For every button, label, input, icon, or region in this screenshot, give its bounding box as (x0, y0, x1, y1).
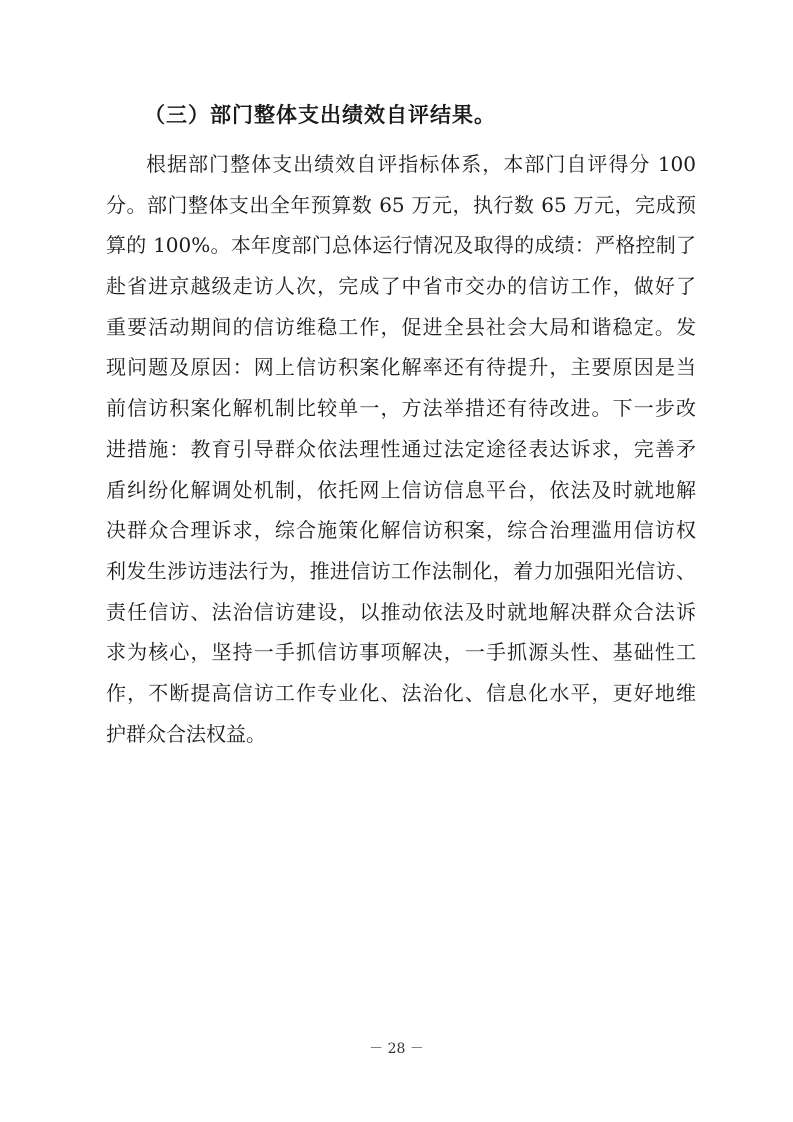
page-number: － 28 － (369, 1041, 424, 1057)
body-paragraph (106, 144, 696, 754)
paragraph-line: 盾纠纷化解调处机制，依托网上信访信息平台，依法及时就地解 (106, 477, 696, 502)
paragraph-line: 进措施：教育引导群众依法理性通过法定途径表达诉求，完善矛 (106, 436, 696, 461)
paragraph-line: 算的 100%。本年度部门总体运行情况及取得的成绩：严格控制了 (106, 233, 696, 258)
section-heading: （三）部门整体支出绩效自评结果。 (144, 103, 496, 127)
paragraph-line: 利发生涉访违法行为，推进信访工作法制化，着力加强阳光信访、 (106, 558, 696, 583)
paragraph-line: 分。部门整体支出全年预算数 65 万元，执行数 65 万元，完成预 (106, 192, 696, 217)
paragraph-line: 根据部门整体支出绩效自评指标体系，本部门自评得分 100 (146, 152, 696, 176)
paragraph-line: 求为核心，坚持一手抓信访事项解决，一手抓源头性、基础性工 (106, 640, 696, 665)
paragraph-line: 现问题及原因：网上信访积案化解率还有待提升，主要原因是当 (106, 355, 696, 380)
paragraph-line: 重要活动期间的信访维稳工作，促进全县社会大局和谐稳定。发 (106, 314, 696, 339)
paragraph-line: 决群众合理诉求，综合施策化解信访积案，综合治理滥用信访权 (106, 518, 696, 543)
paragraph-line: 责任信访、法治信访建设，以推动依法及时就地解决群众合法诉 (106, 599, 696, 624)
paragraph-line: 作，不断提高信访工作专业化、法治化、信息化水平，更好地维 (106, 680, 696, 705)
paragraph-line: 赴省进京越级走访人次，完成了中省市交办的信访工作，做好了 (106, 274, 696, 299)
paragraph-line: 前信访积案化解机制比较单一，方法举措还有待改进。下一步改 (106, 396, 696, 421)
paragraph-line: 护群众合法权益。 (106, 721, 266, 746)
